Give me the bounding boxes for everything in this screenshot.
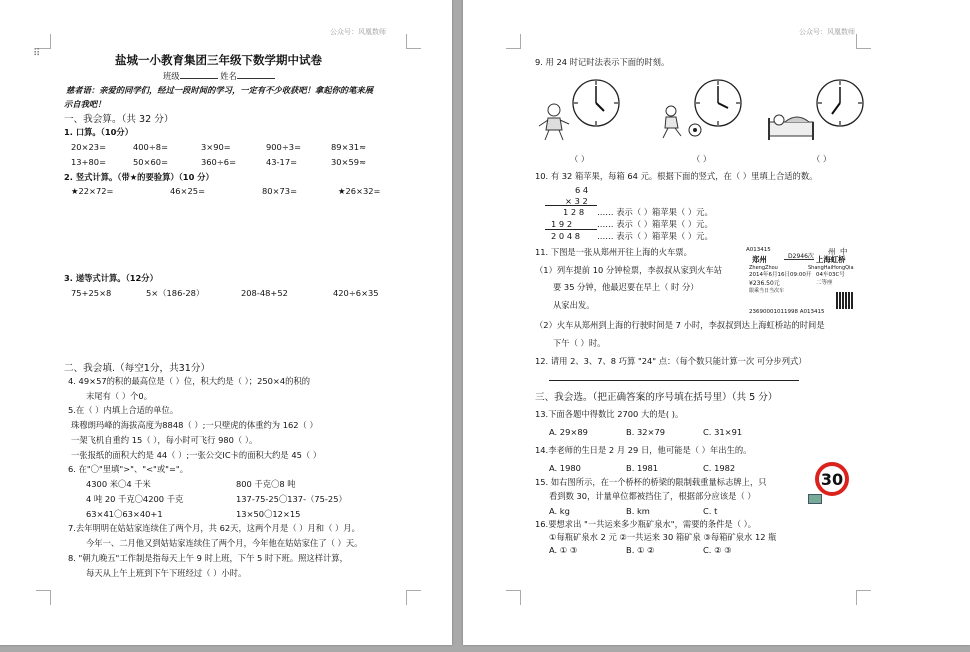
q12-text: 12. 请用 2、3、7、8 巧算 "24" 点：（每个数只能计算一次 可分步列式） [535,356,807,366]
crop-mark [506,34,521,49]
q6-compare: 63×41〇63×40+1 [86,509,163,519]
vertical-item: ★22×72= [71,186,114,196]
oral-item: 3×90= [201,142,231,152]
ticket-corner: 中 [840,247,848,256]
q5-line-1: 5.在（ ）内填上合适的单位。 [68,405,179,415]
q6-compare: 4 吨 20 千克〇4200 千克 [86,494,184,504]
calc-desc: …… 表示（ ）箱苹果（ ）元。 [597,207,713,217]
train-ticket [746,247,858,317]
ticket-price: ¥236.50元 [749,280,780,287]
section-1-title: 一、我会算。（共 32 分） [64,114,174,125]
ticket-time: 2014年6月16日09:00开 [749,272,812,278]
oral-item: 400÷8= [133,142,169,152]
class-label: 班级 [163,71,180,81]
q15-option[interactable]: C. t [703,506,718,516]
q6-compare: 800 千克〇8 吨 [236,479,296,489]
oral-item: 30×59≈ [331,157,367,167]
q15-option[interactable]: A. kg [549,506,570,516]
clock-face-3 [815,78,865,128]
calc-row: 1 9 2 [551,219,573,229]
calc-row: 2 0 4 8 [551,231,581,241]
q6-compare: 13×50〇12×15 [236,509,301,519]
page-title: 盐城一小教育集团三年级下数学期中试卷 [115,53,322,67]
ticket-to-pinyin: ShangHaiHongQia [808,265,854,271]
child-walking-illustration [533,100,575,142]
ticket-note: 限乘当日当次车 [749,288,785,294]
header-brand: 公众号：风凰数师 [799,28,855,36]
q8-line-1: 8. "朝九晚五"工作制是指每天上午 9 时上班，下午 5 时下班。照这样计算， [68,553,348,563]
calc-desc: …… 表示（ ）箱苹果（ ）元。 [597,231,713,241]
child-sleeping-illustration [767,108,815,142]
crop-mark [856,34,871,49]
ticket-from-pinyin: ZhengZhou [749,265,778,271]
oral-item: 89×31≈ [331,142,367,152]
oral-calc-title: 1. 口算。（10分） [64,127,133,137]
calc-rule [545,205,597,206]
q10-text: 10. 有 32 箱苹果，每箱 64 元。根据下面的竖式，在（ ）里填上合适的数。 [535,171,818,181]
crop-mark [506,590,521,605]
stepwise-item: 420÷6×35 [333,288,379,298]
oral-item: 13+80= [71,157,107,167]
q14-option[interactable]: A. 1980 [549,463,581,473]
child-soccer-illustration [657,104,703,140]
q6-line-1: 6. 在"〇"里填">"、"<"或"="。 [68,464,189,474]
stepwise-item: 5×（186-28） [146,288,205,298]
crop-mark [406,34,421,49]
class-blank[interactable] [180,78,218,79]
oral-item: 900÷3= [266,142,302,152]
ticket-serial-top: A013415 [746,247,771,253]
q9-answer-blank[interactable]: （ ） [692,154,712,164]
q11-line-6: 下午（ ）时。 [553,338,606,348]
q4-line-1: 4. 49×57的积的最高位是（ ）位，积大约是（ ）；250×4的积的 [68,376,311,386]
q13-option[interactable]: A. 29×89 [549,427,588,437]
q14-option[interactable]: B. 1981 [626,463,659,473]
q16-option[interactable]: C. ② ③ [703,545,732,555]
q15-line-2: 看到数 30，计量单位都被挡住了，根据部分应该是（ ） [549,491,756,501]
ticket-from: 郑州 [752,255,767,264]
q9-text: 9. 用 24 时记时法表示下面的时刻。 [535,57,670,67]
stepwise-item: 208-48+52 [241,288,288,298]
crop-mark [406,590,421,605]
ticket-serial-bottom: 23690001011998 A013415 [749,309,825,315]
document-page-1 [0,0,452,645]
ticket-train: D2946次 [788,253,814,260]
intro-line-2: 示自我吧！ [64,99,106,109]
crop-mark [36,34,51,49]
crop-mark [856,590,871,605]
q16-option[interactable]: B. ① ② [626,545,655,555]
ticket-qr-code [836,292,853,309]
vertical-item: ★26×32= [338,186,381,196]
q16-line-1: 16.要想求出 "一共运来多少瓶矿泉水"，需要的条件是（ ）。 [535,519,757,529]
stepwise-calc-title: 3. 递等式计算。（12分） [64,273,158,283]
stepwise-item: 75+25×8 [71,288,112,298]
q9-answer-blank[interactable]: （ ） [812,154,832,164]
ticket-to: 上海虹桥 [816,255,846,264]
sign-post-icon [808,494,822,504]
page1-header-brand: 公众号：风凰数师 [330,28,386,36]
calc-rule [545,229,597,230]
oral-item: 50×60= [133,157,169,167]
q6-compare: 4300 米〇4 千米 [86,479,151,489]
q16-option[interactable]: A. ① ③ [549,545,578,555]
q4-line-2: 末尾有（ ）个0。 [86,391,152,401]
q16-line-2: ①每瓶矿泉水 2 元 ②一共运来 30 箱矿泉 ③每箱矿泉水 12 瓶 [549,532,777,542]
load-limit-sign: 30 [815,462,849,496]
ticket-tag: 州 [828,247,836,256]
q5-line-3: 一架飞机自重约 15（ ），每小时可飞行 980（ ）。 [71,435,258,445]
vertical-item: 80×73= [262,186,298,196]
intro-line-1: 慈者语：亲爱的同学们，经过一段时间的学习，一定有不少收获吧！拿起你的笔来展 [66,85,373,95]
q11-line-3: 要 35 分钟，他最迟要在早上（ 时 分） [553,282,699,292]
q11-line-1: 11. 下图是一张从郑州开往上海的火车票。 [535,247,692,257]
calc-top: 6 4 [575,185,589,195]
ticket-class: 二等座 [816,280,833,286]
section-2-title: 二、我会填.（每空1分，共31分） [64,363,211,374]
q8-line-2: 每天从上午上班到下午下班经过（ ）小时。 [86,568,247,578]
q6-compare: 137-75-25〇137-（75-25） [236,494,347,504]
calc-row: 1 2 8 [563,207,585,217]
q7-line-1: 7.去年明明在姑姑家连续住了两个月，共 62天，这两个月是（ ）月和（ ）月。 [68,523,360,533]
q5-line-2: 珠穆朗玛峰的海拔高度为8848（ ）;一只壁虎的体重约为 162（ ） [71,420,318,430]
ticket-seat: 04车03C号 [816,272,845,278]
q13-option[interactable]: C. 31×91 [703,427,743,437]
oral-item: 43-17= [266,157,298,167]
name-blank[interactable] [237,78,275,79]
q7-line-2: 今年一、二月他又到姑姑家连续住了两个月，今年他在姑姑家住了（ ）天。 [86,538,363,548]
q14-option[interactable]: C. 1982 [703,463,736,473]
q15-option[interactable]: B. km [626,506,650,516]
q15-line-1: 15. 如右图所示，在一个桥杯的桥梁的限制载重量标志牌上，只 [535,477,767,487]
q11-line-4: 从家出发。 [553,300,595,310]
clock-face-1 [571,78,621,128]
q13-text: 13.下面各题中得数比 2700 大的是( )。 [535,409,684,419]
crop-mark [36,590,51,605]
vertical-calc-title: 2. 竖式计算。（带★的要验算）（10 分） [64,172,214,182]
document-page-2 [463,0,970,645]
calc-desc: …… 表示（ ）箱苹果（ ）元。 [597,219,713,229]
calc-multiplier: × 3 2 [565,196,588,206]
q13-option[interactable]: B. 32×79 [626,427,666,437]
drag-handle-icon[interactable]: ⠿ [33,48,41,59]
q11-line-2: （1）列车提前 10 分钟检票，李叔叔从家到火车站 [535,265,723,275]
class-name-line [163,71,275,81]
q12-answer-line[interactable] [549,380,799,381]
oral-item: 360÷6= [201,157,237,167]
q11-line-5: （2）火车从郑州到上海的行驶时间是 7 小时，李叔叔到达上海虹桥站的时间是 [535,320,825,330]
q9-answer-blank[interactable]: （ ） [570,154,590,164]
name-label: 姓名 [220,71,237,81]
q5-line-4: 一张报纸的面积大约是 44（ ）;一张公交IC卡的面积大约是 45（ ） [71,450,322,460]
ticket-arrow [784,259,814,260]
q14-text: 14.李老师的生日是 2 月 29 日，他可能是（ ）年出生的。 [535,445,752,455]
vertical-item: 46×25= [170,186,206,196]
oral-item: 20×23= [71,142,107,152]
section-3-title: 三、我会选。（把正确答案的序号填在括号里）（共 5 分） [535,392,778,403]
